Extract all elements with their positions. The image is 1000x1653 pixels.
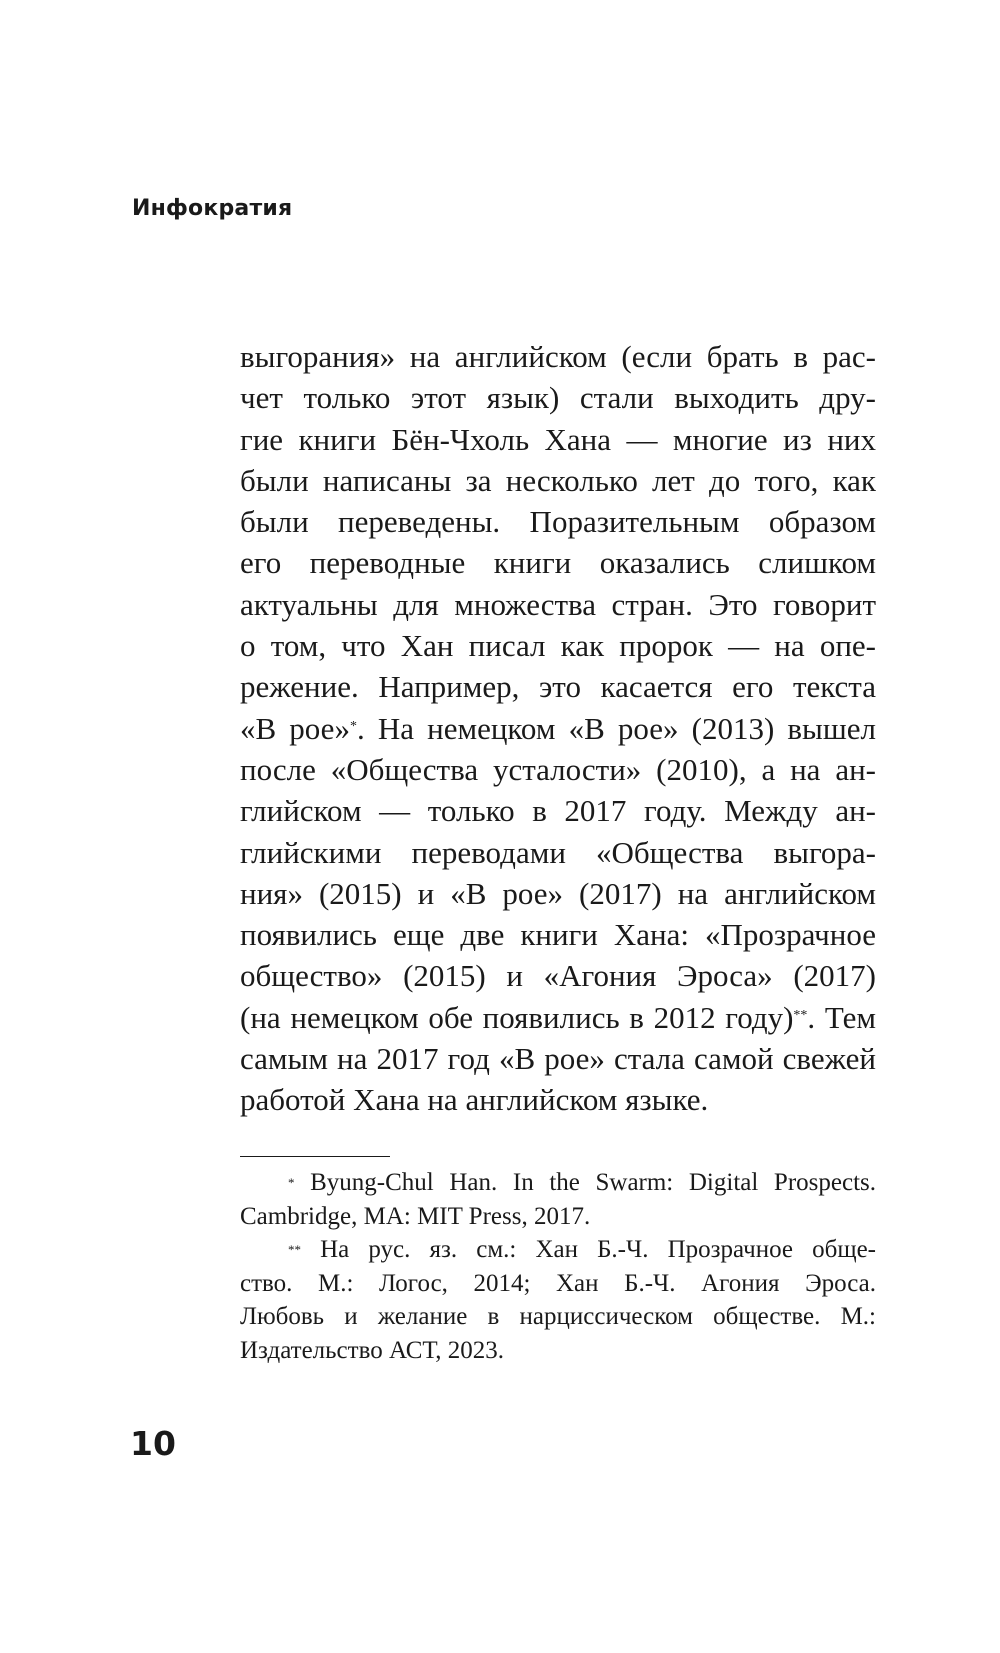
text-line: были написаны за несколько лет до того, как (240, 462, 876, 498)
footnote-2-line: Издательство АСТ, 2023. (240, 1336, 504, 1364)
footnote-reference-1[interactable]: * (349, 718, 357, 734)
footnote-reference-2[interactable]: ** (793, 1007, 808, 1023)
text-line: работой Хана на английском языке. (240, 1082, 709, 1118)
text-fragment: «В рое» (240, 710, 350, 746)
text-fragment: (на немецком обе появились в 2012 году) (240, 999, 794, 1035)
footnote-1-line: Cambridge, MA: MIT Press, 2017. (240, 1202, 591, 1230)
text-line: актуальны для множества стран. Это говорит (240, 586, 876, 622)
footnote-1-marker: * (288, 1175, 295, 1190)
text-line: его переводные книги оказались слишком (240, 545, 876, 581)
text-fragment: . Тем (807, 999, 876, 1035)
text-line: глийскими переводами «Общества выгора- (240, 834, 876, 870)
page-number: 10 (130, 1424, 176, 1463)
footnote-1-text: Byung-Chul Han. In the Swarm: Digital Prospects. (294, 1169, 876, 1196)
text-fragment: . На немецком «В рое» (2013) вышел (356, 710, 876, 746)
text-line: чет только этот язык) стали выходить дру- (240, 380, 876, 416)
footnote-2-line: Любовь и желание в нарциссическом обществе. М.: (240, 1303, 876, 1330)
footnote-2-line: ство. М.: Логос, 2014; Хан Б.-Ч. Агония Эроса. (240, 1269, 876, 1297)
text-line (240, 997, 876, 1038)
footnote-separator (240, 1156, 390, 1157)
text-line: появились еще две книги Хана: «Прозрачное (240, 917, 876, 953)
text-line: глийском — только в 2017 году. Между ан- (240, 793, 876, 829)
footnote-2-marker: ** (288, 1242, 301, 1257)
footnote-2-text: На рус. яз. см.: Хан Б.-Ч. Прозрачное обще- (301, 1236, 876, 1263)
footnote-2-line (240, 1233, 876, 1267)
text-line: о том, что Хан писал как пророк — на опе- (240, 628, 876, 664)
text-line (240, 708, 876, 749)
footnotes-block (240, 1166, 876, 1367)
running-head-title: Инфократия (132, 196, 293, 221)
main-text-block (240, 336, 876, 1121)
text-line: выгорания» на английском (если брать в рас- (240, 339, 876, 374)
text-line: были переведены. Поразительным образом (240, 504, 876, 540)
text-line: ния» (2015) и «В рое» (2017) на английском (240, 875, 876, 911)
text-line: общество» (2015) и «Агония Эроса» (2017) (240, 958, 876, 994)
text-line: гие книги Бён-Чхоль Хана — многие из них (240, 421, 876, 457)
footnote-1-line (240, 1166, 876, 1200)
text-line: после «Общества усталости» (2010), а на ан- (240, 751, 876, 787)
text-line: режение. Например, это касается его текста (240, 669, 876, 705)
text-line: самым на 2017 год «В рое» стала самой свежей (240, 1041, 876, 1077)
